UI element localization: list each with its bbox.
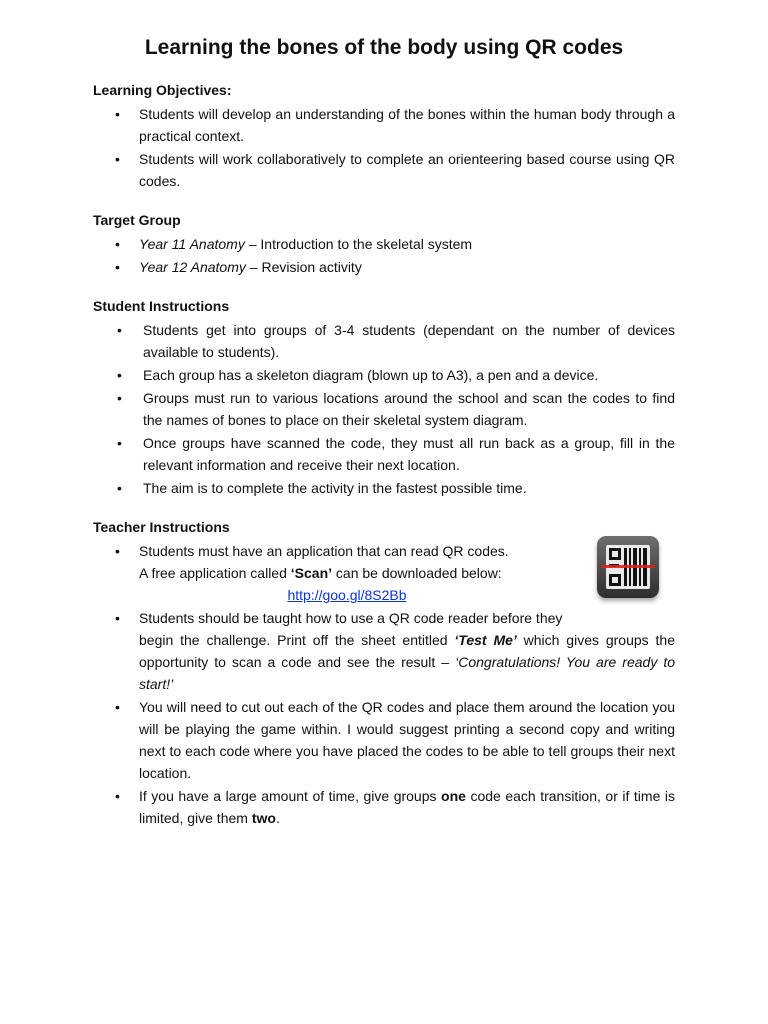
download-link[interactable]: http://goo.gl/8S2Bb: [287, 587, 407, 603]
teacher-item: • Students should be taught how to use a QR code reader before they begin the challenge. Print off the sheet entitled ‘Test Me’ which gives groups the opportunity to scan a code and see the result – ‘Congratulations! You are ready to start!’: [93, 607, 675, 695]
target-item: • Year 12 Anatomy – Revision activity: [93, 256, 675, 278]
student-heading: Student Instructions: [93, 298, 230, 314]
target-item: • Year 11 Anatomy – Introduction to the skeletal system: [93, 233, 675, 255]
page-title: Learning the bones of the body using QR codes: [144, 36, 624, 59]
qr-scanner-app-icon: [597, 536, 659, 598]
target-heading: Target Group: [93, 212, 181, 228]
student-item: • Students get into groups of 3-4 students (dependant on the number of devices available to students).: [93, 319, 675, 363]
bullet-icon: •: [115, 610, 120, 626]
objectives-heading: Learning Objectives:: [93, 82, 232, 98]
bullet-icon: •: [115, 106, 120, 122]
bullet-icon: •: [115, 236, 120, 252]
teacher-item: • Students must have an application that can read QR codes. A free application called ‘Scan’ can be downloaded below: http://goo.gl/8S2Bb: [93, 540, 675, 606]
bullet-icon: •: [115, 543, 120, 559]
bullet-icon: •: [115, 699, 120, 715]
bullet-icon: •: [115, 259, 120, 275]
bullet-icon: •: [117, 435, 122, 451]
student-section: [93, 298, 675, 499]
teacher-section: [93, 519, 675, 829]
bullet-icon: •: [117, 322, 122, 338]
teacher-item: • If you have a large amount of time, give groups one code each transition, or if time is limited, give them two.: [93, 785, 675, 829]
bullet-icon: •: [117, 390, 122, 406]
bullet-icon: •: [117, 480, 122, 496]
student-item: • The aim is to complete the activity in the fastest possible time.: [93, 477, 675, 499]
teacher-heading: Teacher Instructions: [93, 519, 230, 535]
teacher-item: • You will need to cut out each of the QR codes and place them around the location you will be playing the game within. I would suggest printing a second copy and writing next to each code where you have placed the codes to be able to tell groups their next location.: [93, 696, 675, 784]
objectives-section: [93, 82, 675, 192]
objective-item: • Students will develop an understanding of the bones within the human body through a practical context.: [93, 103, 675, 147]
bullet-icon: •: [115, 788, 120, 804]
student-item: • Each group has a skeleton diagram (blown up to A3), a pen and a device.: [93, 364, 675, 386]
bullet-icon: •: [117, 367, 122, 383]
bullet-icon: •: [115, 151, 120, 167]
student-item: • Once groups have scanned the code, they must all run back as a group, fill in the relevant information and receive their next location.: [93, 432, 675, 476]
student-item: • Groups must run to various locations around the school and scan the codes to find the names of bones to place on their skeletal system diagram.: [93, 387, 675, 431]
objective-item: • Students will work collaboratively to complete an orienteering based course using QR codes.: [93, 148, 675, 192]
target-section: [93, 212, 675, 278]
